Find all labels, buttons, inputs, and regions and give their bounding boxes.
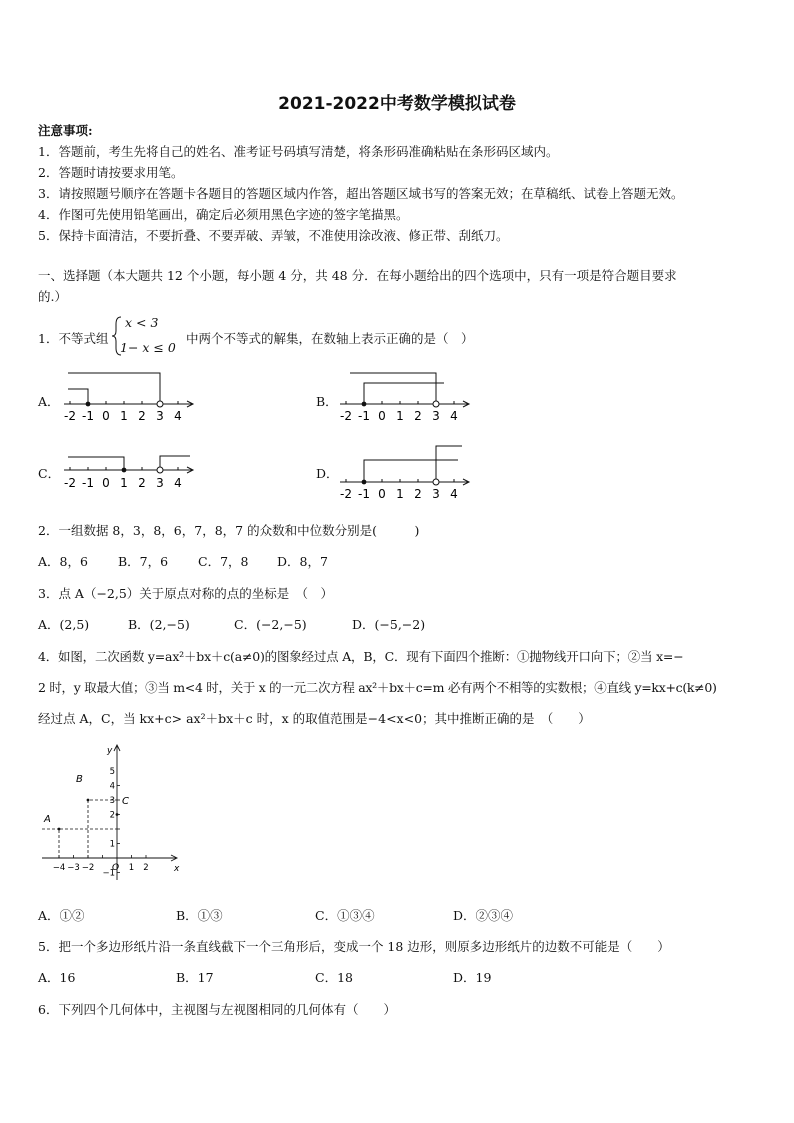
svg-text:1: 1 (109, 839, 115, 850)
point-a (58, 828, 61, 831)
q1-suffix: 中两个不等式的解集，在数轴上表示正确的是（ ） (186, 331, 474, 346)
notice-item-5: 5．保持卡面清洁，不要折叠、不要弄破、弄皱，不准使用涂改液、修正带、刮纸刀。 (38, 228, 509, 243)
svg-text:5: 5 (109, 767, 115, 777)
svg-text:4: 4 (174, 476, 182, 490)
q3-option-d: D．(−5,−2) (352, 617, 426, 632)
q4-option-a: A．①② (38, 908, 85, 923)
q2-option-c: C．7，8 (198, 554, 249, 569)
section-heading-line-2: 的.） (38, 289, 67, 304)
q5-option-c: C．18 (315, 970, 353, 985)
notice-item-4: 4．作图可先使用铅笔画出，确定后必须用黑色字迹的签字笔描黑。 (38, 207, 409, 222)
q3-option-c: C．(−2,−5) (234, 617, 307, 632)
q4-stem-line-1: 4．如图，二次函数 y=ax²＋bx＋c(a≠0)的图象经过点 A，B，C．现有下面四个推断：①抛物线开口向下；②当 x=− (38, 649, 684, 664)
svg-text:-2: -2 (340, 409, 352, 423)
svg-text:−2: −2 (81, 863, 95, 873)
q1-inequality-2: 1− x ≤ 0 (120, 340, 176, 355)
q4-option-d: D．②③④ (453, 908, 514, 923)
q6-stem: 6．下列四个几何体中，主视图与左视图相同的几何体有（ ） (38, 1002, 396, 1017)
svg-text:-2: -2 (64, 476, 76, 490)
point-label-c: C (122, 796, 129, 807)
q4-option-c: C．①③④ (315, 908, 375, 923)
svg-text:2: 2 (143, 863, 149, 873)
solid-dot (86, 402, 91, 407)
q5-option-a: A．16 (38, 970, 76, 985)
notice-heading: 注意事项: (38, 123, 93, 138)
notice-item-2: 2．答题时请按要求用笔。 (38, 165, 184, 180)
q3-option-a: A．(2,5) (38, 617, 90, 632)
q1-prefix: 1．不等式组 (38, 331, 109, 346)
q5-option-b: B．17 (176, 970, 214, 985)
svg-text:3: 3 (432, 409, 440, 423)
svg-text:0: 0 (378, 487, 386, 501)
svg-text:-1: -1 (358, 409, 370, 423)
q1-option-b-label: B． (316, 394, 338, 409)
q1-option-b-number-line (336, 368, 476, 428)
x-tick-labels (53, 863, 149, 873)
q1-option-a-number-line (60, 368, 200, 428)
svg-text:1: 1 (120, 476, 128, 490)
x-axis-tick-marks (59, 855, 146, 858)
point-c (116, 813, 119, 816)
svg-text:4: 4 (450, 409, 458, 423)
svg-text:3: 3 (432, 487, 440, 501)
notice-item-3: 3．请按照题号顺序在答题卡各题目的答题区域内作答，超出答题区域书写的答案无效；在草稿纸、试卷上答题无效。 (38, 186, 684, 201)
svg-text:0: 0 (378, 409, 386, 423)
svg-text:1: 1 (120, 409, 128, 423)
q4-stem-line-2: 2 时，y 取最大值；③当 m<4 时，关于 x 的一元二次方程 ax²＋bx＋c=m 必有两个不相等的实数根；④直线 y=kx+c(k≠0) (38, 680, 717, 695)
notice-item-1: 1．答题前，考生先将自己的姓名、准考证号码填写清楚，将条形码准确粘贴在条形码区域内。 (38, 144, 559, 159)
q2-option-b: B．7，6 (118, 554, 169, 569)
point-label-a: A (44, 814, 51, 825)
q1-option-c-number-line (60, 440, 200, 500)
open-dot (433, 401, 439, 407)
svg-text:−3: −3 (67, 863, 80, 873)
open-dot (433, 479, 439, 485)
svg-text:4: 4 (174, 409, 182, 423)
svg-text:-1: -1 (82, 409, 94, 423)
svg-text:3: 3 (156, 476, 164, 490)
svg-text:0: 0 (102, 409, 110, 423)
q5-option-d: D．19 (453, 970, 492, 985)
q3-stem: 3．点 A（−2,5）关于原点对称的点的坐标是 （ ） (38, 586, 334, 601)
q2-stem: 2．一组数据 8，3，8，6，7，8，7 的众数和中位数分别是( ) (38, 523, 420, 538)
q1-option-d-label: D． (316, 466, 339, 481)
y-axis-label: y (107, 746, 113, 756)
q1-option-d-number-line (336, 440, 476, 502)
svg-text:4: 4 (450, 487, 458, 501)
y-tick-labels (102, 767, 115, 879)
q1-inequality-1: x < 3 (125, 315, 159, 330)
open-dot (157, 401, 163, 407)
svg-text:4: 4 (109, 781, 115, 792)
open-dot (157, 467, 163, 473)
q1-option-a-label: A． (38, 394, 60, 409)
q4-option-b: B．①③ (176, 908, 223, 923)
svg-text:3: 3 (156, 409, 164, 423)
q2-option-d: D．8，7 (277, 554, 328, 569)
svg-text:3: 3 (109, 796, 115, 806)
svg-text:-2: -2 (340, 487, 352, 501)
solid-dot (362, 480, 367, 485)
page-title: 2021-2022中考数学模拟试卷 (278, 94, 516, 114)
svg-text:−4: −4 (52, 863, 66, 873)
svg-text:-1: -1 (358, 487, 370, 501)
svg-text:1: 1 (396, 409, 404, 423)
svg-text:2: 2 (414, 487, 422, 501)
q1-option-c-label: C． (38, 466, 61, 481)
section-heading-line-1: 一、选择题（本大题共 12 个小题，每小题 4 分，共 48 分．在每小题给出的四个选项中，只有一项是符合题目要求 (38, 268, 677, 283)
svg-text:2: 2 (138, 409, 146, 423)
svg-text:-2: -2 (64, 409, 76, 423)
q5-stem: 5．把一个多边形纸片沿一条直线截下一个三角形后，变成一个 18 边形，则原多边形纸片的边数不可能是（ ） (38, 939, 670, 954)
svg-text:1: 1 (396, 487, 404, 501)
svg-text:2: 2 (138, 476, 146, 490)
svg-text:−1: −1 (102, 868, 115, 879)
svg-text:2: 2 (109, 810, 115, 821)
q4-coordinate-figure (36, 742, 186, 887)
origin-label: O (112, 863, 120, 873)
solid-dot (122, 468, 127, 473)
svg-text:-1: -1 (82, 476, 94, 490)
q2-option-a: A．8，6 (38, 554, 88, 569)
point-b (87, 799, 90, 802)
x-axis-label: x (174, 864, 180, 874)
svg-text:1: 1 (128, 863, 135, 873)
q4-stem-line-3: 经过点 A，C，当 kx+c> ax²＋bx＋c 时，x 的取值范围是−4<x<0；其中推断正确的是 （ ） (38, 711, 591, 726)
point-label-b: B (76, 774, 83, 785)
q3-option-b: B．(2,−5) (128, 617, 190, 632)
svg-text:0: 0 (102, 476, 110, 490)
solid-dot (362, 402, 367, 407)
svg-text:2: 2 (414, 409, 422, 423)
